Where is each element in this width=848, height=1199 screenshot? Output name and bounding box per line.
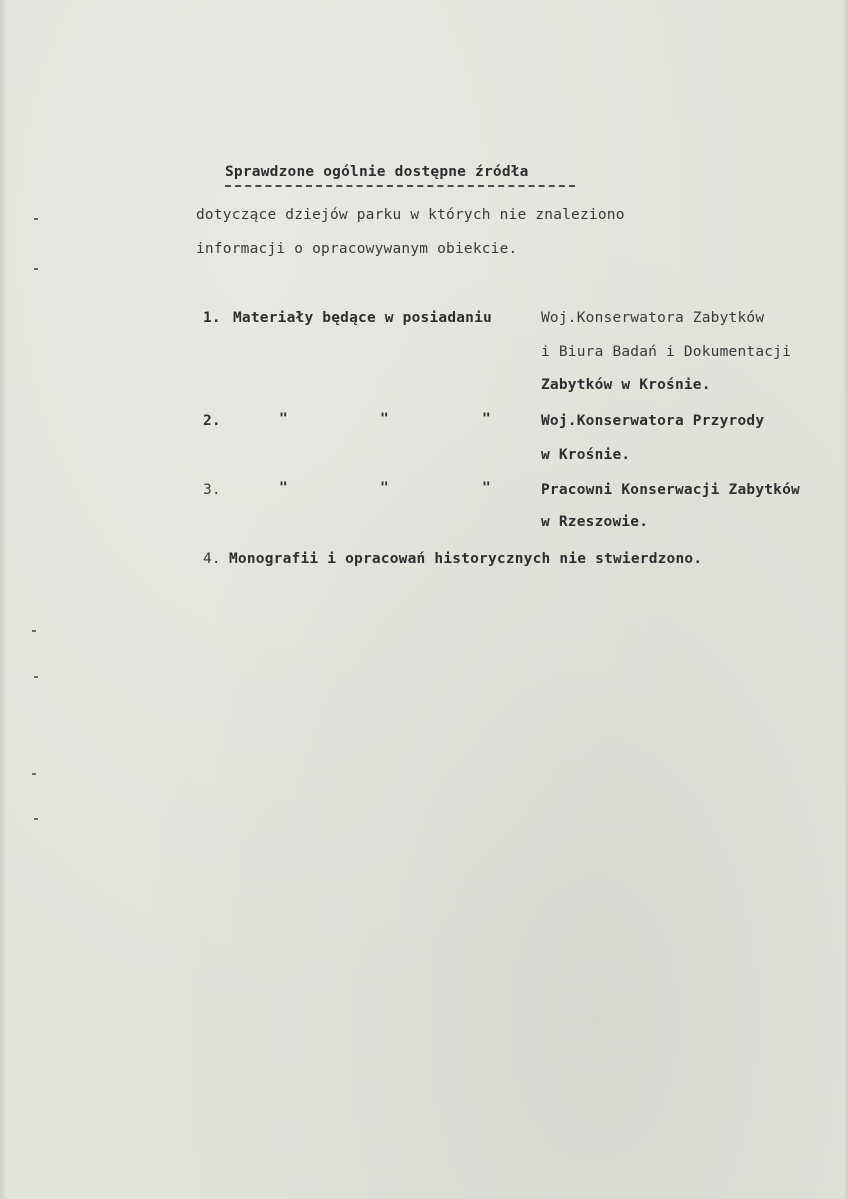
item-3-ditto-1: "	[279, 480, 288, 496]
item-2-ditto-1: "	[279, 411, 288, 427]
page-edge-left	[0, 0, 7, 1199]
item-4-number: 4.	[203, 551, 221, 567]
document-heading: Sprawdzone ogólnie dostępne źródła	[225, 164, 529, 180]
item-1-source-line-1: Woj.Konserwatora Zabytków	[541, 310, 765, 326]
item-3-number: 3.	[203, 482, 221, 498]
item-4-text: Monografii i opracowań historycznych nie stwierdzono.	[229, 551, 703, 567]
item-1-source-line-2: i Biura Badań i Dokumentacji	[541, 344, 792, 360]
item-3-source-line-1: Pracowni Konserwacji Zabytków	[541, 482, 800, 498]
item-3-ditto-2: "	[380, 480, 389, 496]
margin-mark	[34, 268, 38, 270]
margin-mark	[32, 630, 36, 632]
item-2-source-line-2: w Krośnie.	[541, 447, 631, 463]
intro-line-1: dotyczące dziejów parku w których nie znaleziono	[196, 207, 625, 223]
item-2-ditto-2: "	[380, 411, 389, 427]
item-2-source-line-1: Woj.Konserwatora Przyrody	[541, 413, 765, 429]
item-2-number: 2.	[203, 413, 221, 429]
margin-mark	[34, 676, 38, 678]
item-3-ditto-3: "	[482, 480, 491, 496]
item-1-number: 1.	[203, 310, 221, 326]
page-edge-right	[842, 0, 848, 1199]
item-2-ditto-3: "	[482, 411, 491, 427]
item-3-source-line-2: w Rzeszowie.	[541, 514, 649, 530]
heading-underline	[225, 185, 575, 187]
margin-mark	[32, 773, 36, 775]
margin-mark	[34, 218, 38, 220]
intro-line-2: informacji o opracowywanym obiekcie.	[196, 241, 518, 257]
item-1-source-line-3: Zabytków w Krośnie.	[541, 377, 711, 393]
margin-mark	[34, 818, 38, 820]
item-1-text: Materiały będące w posiadaniu	[233, 310, 492, 326]
